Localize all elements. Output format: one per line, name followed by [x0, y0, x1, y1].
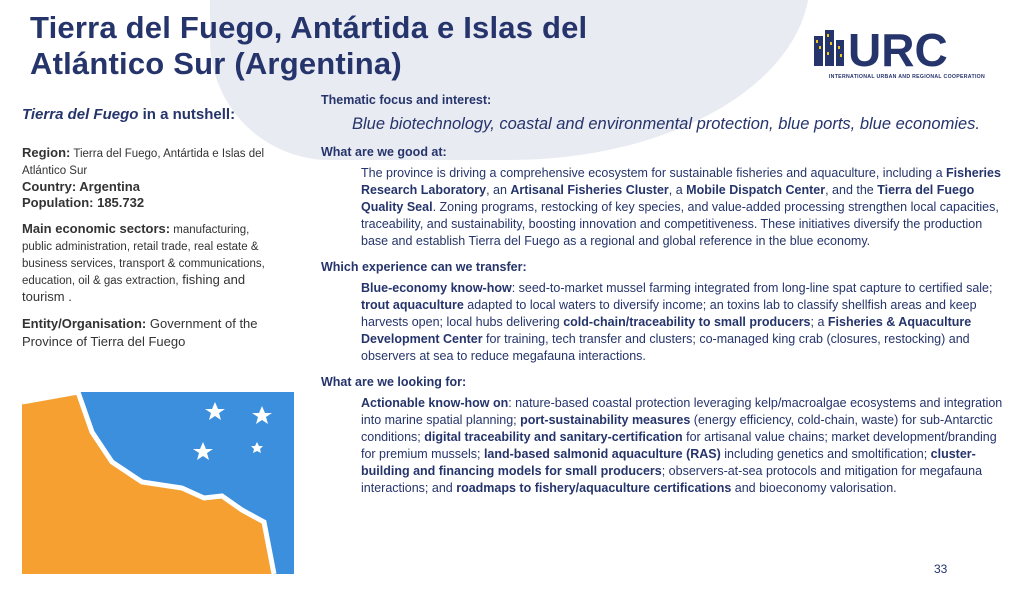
nutshell-heading	[22, 106, 282, 123]
sectors-value: manufacturing, public administration, retail trade, real estate & business services, transport & communications, education, oil & gas extraction,	[22, 224, 265, 287]
entity-value: Government of the Province of Tierra del Fuego	[22, 316, 258, 349]
sectors-row	[22, 221, 282, 305]
looking-for-paragraph: Actionable know-how on: nature-based coastal protection leveraging kelp/macroalgae ecosystems and integration into marine spatial planning; port-sustainability measures (energy efficiency, cold-chain, waste) for sub-Antarctic conditions; digital traceability and sanitary-certification for artisanal value chains; market development/branding for premium mussels; land-based salmonid aquaculture (RAS) including genetics and smoltification; cluster-building and financing models for small producers; observers-at-sea protocols and mitigation for megafauna interactions; and roadmaps to fishery/aquaculture certifications and bioeconomy valorisation.	[361, 396, 1003, 495]
transfer-paragraph: Blue-economy know-how: seed-to-market mussel farming integrated from long-line spat capture to certified sale; trout aquaculture adapted to local waters to diversify income; an toxins lab to classify shellfish areas and keep harvests open; local hubs delivering cold-chain/traceability to small producers; a Fisheries & Aquaculture Development Center for training, tech transfer and clusters; co-managed king crab (closures, restocking) and observers at sea to reduce megafauna interactions.	[361, 281, 993, 363]
region-row	[22, 145, 282, 179]
page-title	[30, 10, 587, 82]
focus-heading: Thematic focus and interest:	[321, 93, 492, 107]
tierra-del-fuego-flag	[22, 392, 294, 574]
country-label: Country: Argentina	[22, 179, 140, 194]
urc-logo	[812, 22, 1002, 82]
entity-label: Entity/Organisation:	[22, 316, 147, 331]
region-value: Tierra del Fuego, Antártida e Islas del Atlántico Sur	[22, 148, 265, 177]
page-title-line-1: Tierra del Fuego, Antártida e Islas del	[30, 10, 588, 45]
content-column	[321, 93, 1011, 507]
looking-for-heading: What are we looking for:	[321, 375, 467, 389]
nutshell-suffix: in a nutshell:	[138, 106, 236, 123]
urc-logo-graphic	[812, 22, 1002, 74]
focus-text: Blue biotechnology, coastal and environmental protection, blue ports, blue economies.	[352, 115, 980, 133]
nutshell-region-name: Tierra del Fuego	[22, 106, 139, 123]
entity-row	[22, 315, 282, 351]
country-row	[22, 179, 282, 195]
sectors-label: Main economic sectors:	[22, 221, 171, 236]
good-at-heading: What are we good at:	[321, 145, 447, 159]
region-label: Region:	[22, 145, 71, 160]
population-row	[22, 195, 282, 211]
transfer-heading: Which experience can we transfer:	[321, 260, 527, 274]
logo-subtitle: INTERNATIONAL URBAN AND REGIONAL COOPERATION	[828, 74, 986, 80]
page-title-line-2: Atlántico Sur (Argentina)	[30, 46, 402, 81]
region-summary	[22, 106, 282, 351]
population-label: Population: 185.732	[22, 195, 145, 210]
logo-acronym: URC	[848, 24, 948, 74]
building-icon	[814, 30, 844, 66]
sectors-tail: fishing and tourism .	[22, 272, 246, 304]
good-at-paragraph: The province is driving a comprehensive ecosystem for sustainable fisheries and aquaculture, including a Fisheries Research Laboratory, an Artisanal Fisheries Cluster, a Mobile Dispatch Center, and the Tierra del Fuego Quality Seal. Zoning programs, restocking of key species, and value-added processing strengthen local capacities, traceability, and sustainability, boosting innovation and competitiveness. These initiatives diversify the production base and establish Tierra del Fuego as a regional and global reference in the blue economy.	[361, 166, 1001, 248]
page-number: 33	[934, 562, 948, 576]
